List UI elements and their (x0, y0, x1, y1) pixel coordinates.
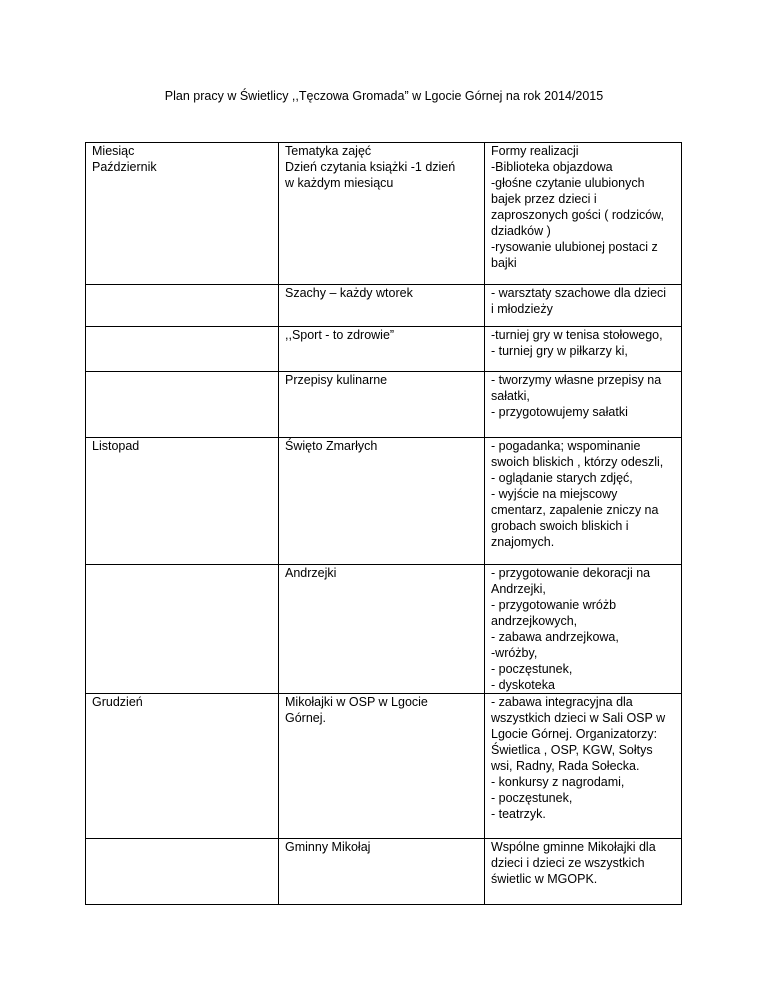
month-cell-empty (86, 565, 279, 694)
topic-all-souls: Święto Zmarłych (285, 439, 378, 453)
forms-mikolajki-osp: - zabawa integracyjna dla wszystkich dzieci w Sali OSP w Lgocie Górnej. Organizatorzy: Świetlica , OSP, KGW, Sołtys wsi, Radny, Rada Sołecka. - konkursy z nagrodami, - poczęstunek, - teatrzyk. (491, 695, 666, 821)
month-cell-november (86, 438, 279, 565)
month-cell-october (86, 143, 279, 285)
forms-reading-day: -Biblioteka objazdowa -głośne czytanie ulubionych bajek przez dzieci i zaproszonych gości ( rodziców, dziadków ) -rysowanie ulubionej postaci z bajki (491, 160, 664, 270)
forms-recipes: - tworzymy własne przepisy na sałatki, - przygotowujemy sałatki (491, 373, 662, 419)
forms-cell (485, 438, 682, 565)
topic-cell (279, 694, 485, 839)
forms-cell (485, 839, 682, 905)
topic-cell (279, 285, 485, 327)
forms-gminny-mikolaj: Wspólne gminne Mikołajki dla dzieci i dzieci ze wszystkich świetlic w MGOPK. (491, 840, 656, 886)
header-topic: Tematyka zajęć (285, 144, 372, 158)
month-cell-empty (86, 327, 279, 372)
topic-cell (279, 372, 485, 438)
table-row (86, 285, 682, 327)
topic-mikolajki-osp: Mikołajki w OSP w Lgocie Górnej. (285, 695, 428, 725)
forms-cell (485, 327, 682, 372)
forms-andrzejki: - przygotowanie dekoracji na Andrzejki, - przygotowanie wróżb andrzejkowych, - zabawa andrzejkowa, -wróżby, - poczęstunek, - dyskoteka (491, 566, 651, 692)
topic-cell (279, 438, 485, 565)
forms-all-souls: - pogadanka; wspominanie swoich bliskich , którzy odeszli, - oglądanie starych zdjęć, - wyjście na miejscowy cmentarz, zapalenie zniczy na grobach swoich bliskich i znajomych. (491, 439, 664, 549)
topic-chess: Szachy – każdy wtorek (285, 286, 413, 300)
topic-cell (279, 327, 485, 372)
forms-cell (485, 565, 682, 694)
forms-cell (485, 143, 682, 285)
header-month: Miesiąc (92, 144, 135, 158)
topic-recipes: Przepisy kulinarne (285, 373, 388, 387)
topic-cell (279, 143, 485, 285)
forms-cell (485, 694, 682, 839)
table-row (86, 565, 682, 694)
work-plan-table (85, 142, 682, 905)
table-row (86, 327, 682, 372)
table-row (86, 839, 682, 905)
page-title: Plan pracy w Świetlicy ,,Tęczowa Gromada” w Lgocie Górnej na rok 2014/2015 (164, 89, 604, 103)
month-november: Listopad (92, 439, 140, 453)
month-december: Grudzień (92, 695, 143, 709)
month-cell-december (86, 694, 279, 839)
topic-cell (279, 839, 485, 905)
table-row (86, 143, 682, 285)
month-october: Październik (92, 160, 157, 174)
topic-gminny-mikolaj: Gminny Mikołaj (285, 840, 371, 854)
topic-sport: ,,Sport - to zdrowie” (285, 328, 395, 342)
header-forms: Formy realizacji (491, 144, 579, 158)
forms-cell (485, 372, 682, 438)
table-row (86, 372, 682, 438)
month-cell-empty (86, 839, 279, 905)
topic-andrzejki: Andrzejki (285, 566, 337, 580)
table-row (86, 438, 682, 565)
forms-chess: - warsztaty szachowe dla dzieci i młodzieży (491, 286, 667, 316)
table-row (86, 694, 682, 839)
forms-cell (485, 285, 682, 327)
month-cell-empty (86, 372, 279, 438)
topic-cell (279, 565, 485, 694)
month-cell-empty (86, 285, 279, 327)
forms-sport: -turniej gry w tenisa stołowego, - turniej gry w piłkarzy ki, (491, 328, 663, 358)
topic-reading-day: Dzień czytania książki -1 dzień w każdym miesiącu (285, 160, 456, 190)
